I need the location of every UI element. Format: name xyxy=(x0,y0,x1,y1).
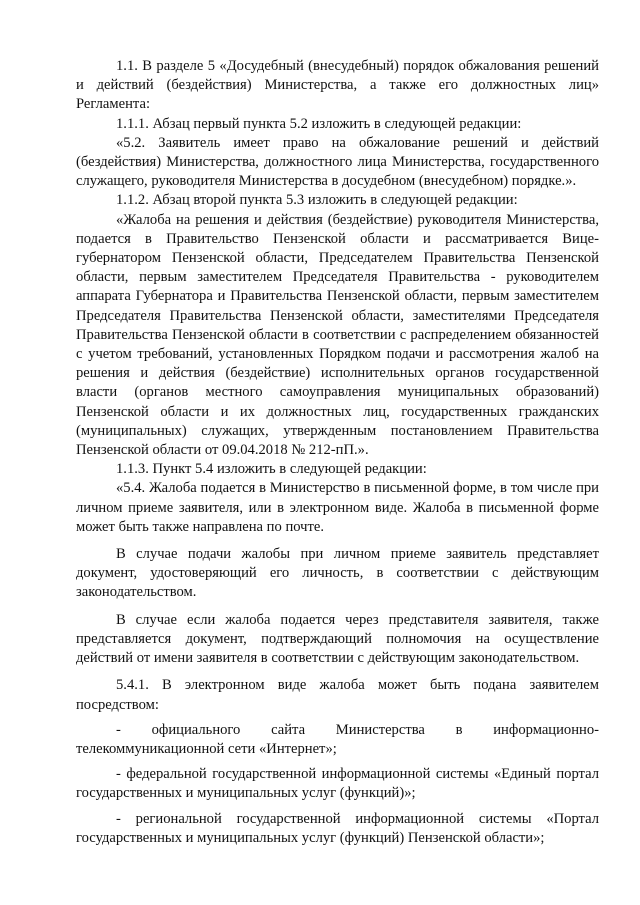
quote-5-4: «5.4. Жалоба подается в Министерство в письменной форме, в том числе при личном приеме заявителя, или в электронном виде. Жалоба в письменной форме может быть также направлена по почте. xyxy=(76,480,599,535)
list-item-federal-portal: - федеральной государственной информационной системы «Единый портал государственных и муниципальных услуг (функций)»; xyxy=(76,766,599,802)
quote-5-2: «5.2. Заявитель имеет право на обжалование решений и действий (бездействия) Министерства, должностного лица Министерства, государственного служащего, руководителя Министерства в досудебном (внесудебном) порядке.». xyxy=(76,134,599,190)
paragraph-1-1-1: 1.1.1. Абзац первый пункта 5.2 изложить в следующей редакции: xyxy=(116,115,522,132)
paragraph-1-1-3: 1.1.3. Пункт 5.4 изложить в следующей редакции: xyxy=(116,461,427,478)
paragraph-representative: В случае если жалоба подается через представителя заявителя, также представляется документ, подтверждающий полномочия на осуществление действий от имени заявителя в соответствии с действующим законодательством. xyxy=(76,611,599,667)
paragraph-1-1: 1.1. В разделе 5 «Досудебный (внесудебный) порядок обжалования решений и действий (бездействия) Министерства, а также его должностных лиц» Регламента: xyxy=(76,58,599,113)
list-item-official-site: - официального сайта Министерства в информационно-телекоммуникационной сети «Интернет»; xyxy=(76,721,599,757)
paragraph-1-1-2: 1.1.2. Абзац второй пункта 5.3 изложить в следующей редакции: xyxy=(116,192,518,209)
list-item-regional-portal: - региональной государственной информационной системы «Портал государственных и муниципальных услуг (функций) Пензенской области»; xyxy=(76,810,599,846)
document-page xyxy=(76,57,599,848)
paragraph-personal-reception: В случае подачи жалобы при личном приеме заявитель представляет документ, удостоверяющий его личность, в соответствии с действующим законодательством. xyxy=(76,546,599,601)
quote-5-3: «Жалоба на решения и действия (бездействие) руководителя Министерства, подается в Правительство Пензенской области и рассматривается Вице-губернатором Пензенской области, Председателем Правительства Пензенской области, первым заместителем Председателя Правительства - руководителем аппарата Губернатора и Правительства Пензенской области, первым заместителем Председателя Правительства Пензенской области, заместителями Председателя Правительства Пензенской области в соответствии с распределением обязанностей с учетом требований, установленных Порядком подачи и рассмотрения жалоб на решения и действия (бездействие) исполнительных органов государственной власти (органов местного самоуправления муниципальных образований) Пензенской области и их должностных лиц, государственных гражданских (муниципальных) служащих, утвержденным постановлением Правительства Пензенской области от 09.04.2018 № 212-пП.». xyxy=(76,211,599,459)
paragraph-5-4-1: 5.4.1. В электронном виде жалоба может быть подана заявителем посредством: xyxy=(76,677,599,713)
